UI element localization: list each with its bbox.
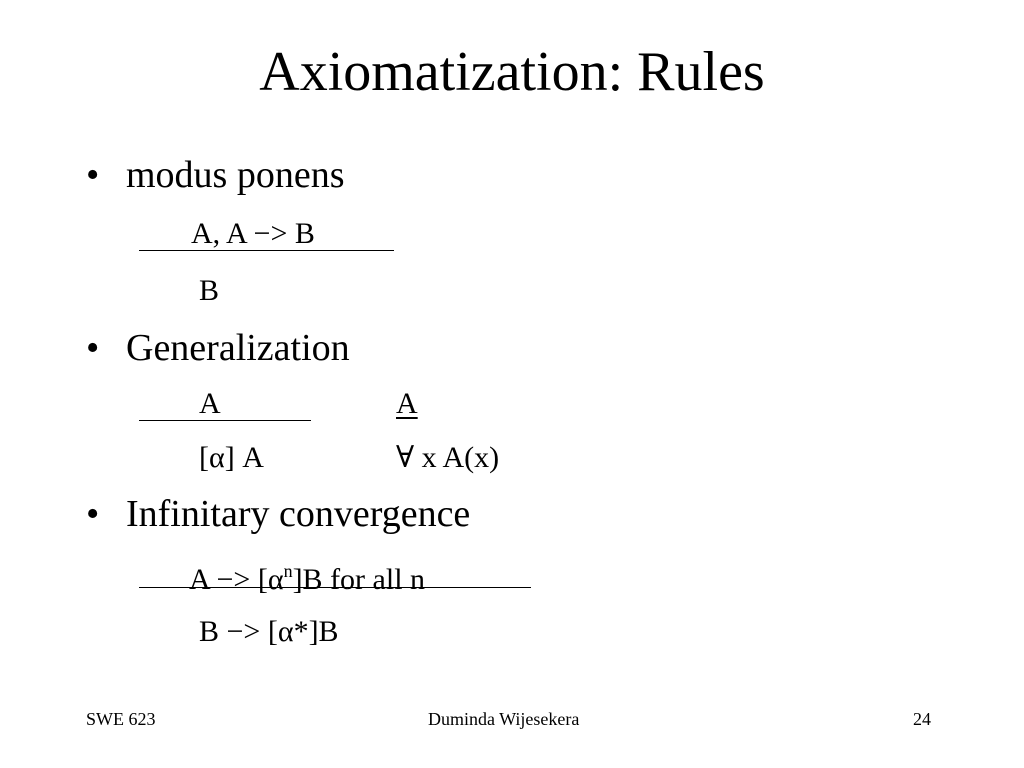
bullet-infinitary-convergence bbox=[86, 492, 470, 536]
text-part: ]B for all n bbox=[292, 563, 426, 596]
text-part: [ bbox=[199, 441, 209, 474]
alpha-symbol: α bbox=[209, 441, 225, 474]
modus-ponens-premise: A, A −> B bbox=[191, 217, 315, 250]
alpha-symbol: α bbox=[267, 563, 284, 596]
text-part: *]B bbox=[293, 615, 339, 648]
footer-page-number: 24 bbox=[913, 709, 931, 729]
infinitary-inference-line bbox=[139, 587, 531, 588]
superscript-n: n bbox=[283, 561, 293, 581]
modus-ponens-inference-line bbox=[139, 250, 394, 251]
generalization-rule2-premise: A bbox=[396, 387, 418, 420]
infinitary-premise bbox=[189, 553, 425, 598]
infinitary-conclusion bbox=[199, 614, 339, 650]
generalization-rule2-conclusion: ∀ x A(x) bbox=[396, 441, 500, 474]
alpha-symbol: α bbox=[277, 615, 294, 648]
bullet-label: modus ponens bbox=[126, 154, 345, 196]
slide-title: Axiomatization: Rules bbox=[259, 41, 765, 103]
bullet-modus-ponens bbox=[86, 153, 345, 197]
text-part: ] A bbox=[224, 441, 264, 474]
footer-course: SWE 623 bbox=[86, 709, 156, 729]
generalization-rule1-premise: A bbox=[199, 387, 221, 420]
footer-author: Duminda Wijesekera bbox=[428, 709, 580, 729]
bullet-dot: • bbox=[86, 327, 100, 369]
generalization-rule1-inference-line bbox=[139, 420, 311, 421]
bullet-dot: • bbox=[86, 493, 100, 535]
text-part: B −> [ bbox=[199, 615, 278, 648]
modus-ponens-conclusion: B bbox=[199, 274, 220, 307]
text-part: A −> [ bbox=[189, 563, 268, 596]
generalization-rule1-conclusion bbox=[199, 440, 264, 476]
bullet-label: Generalization bbox=[126, 327, 350, 369]
bullet-label: Infinitary convergence bbox=[126, 493, 471, 535]
bullet-generalization bbox=[86, 326, 350, 370]
bullet-dot: • bbox=[86, 154, 100, 196]
